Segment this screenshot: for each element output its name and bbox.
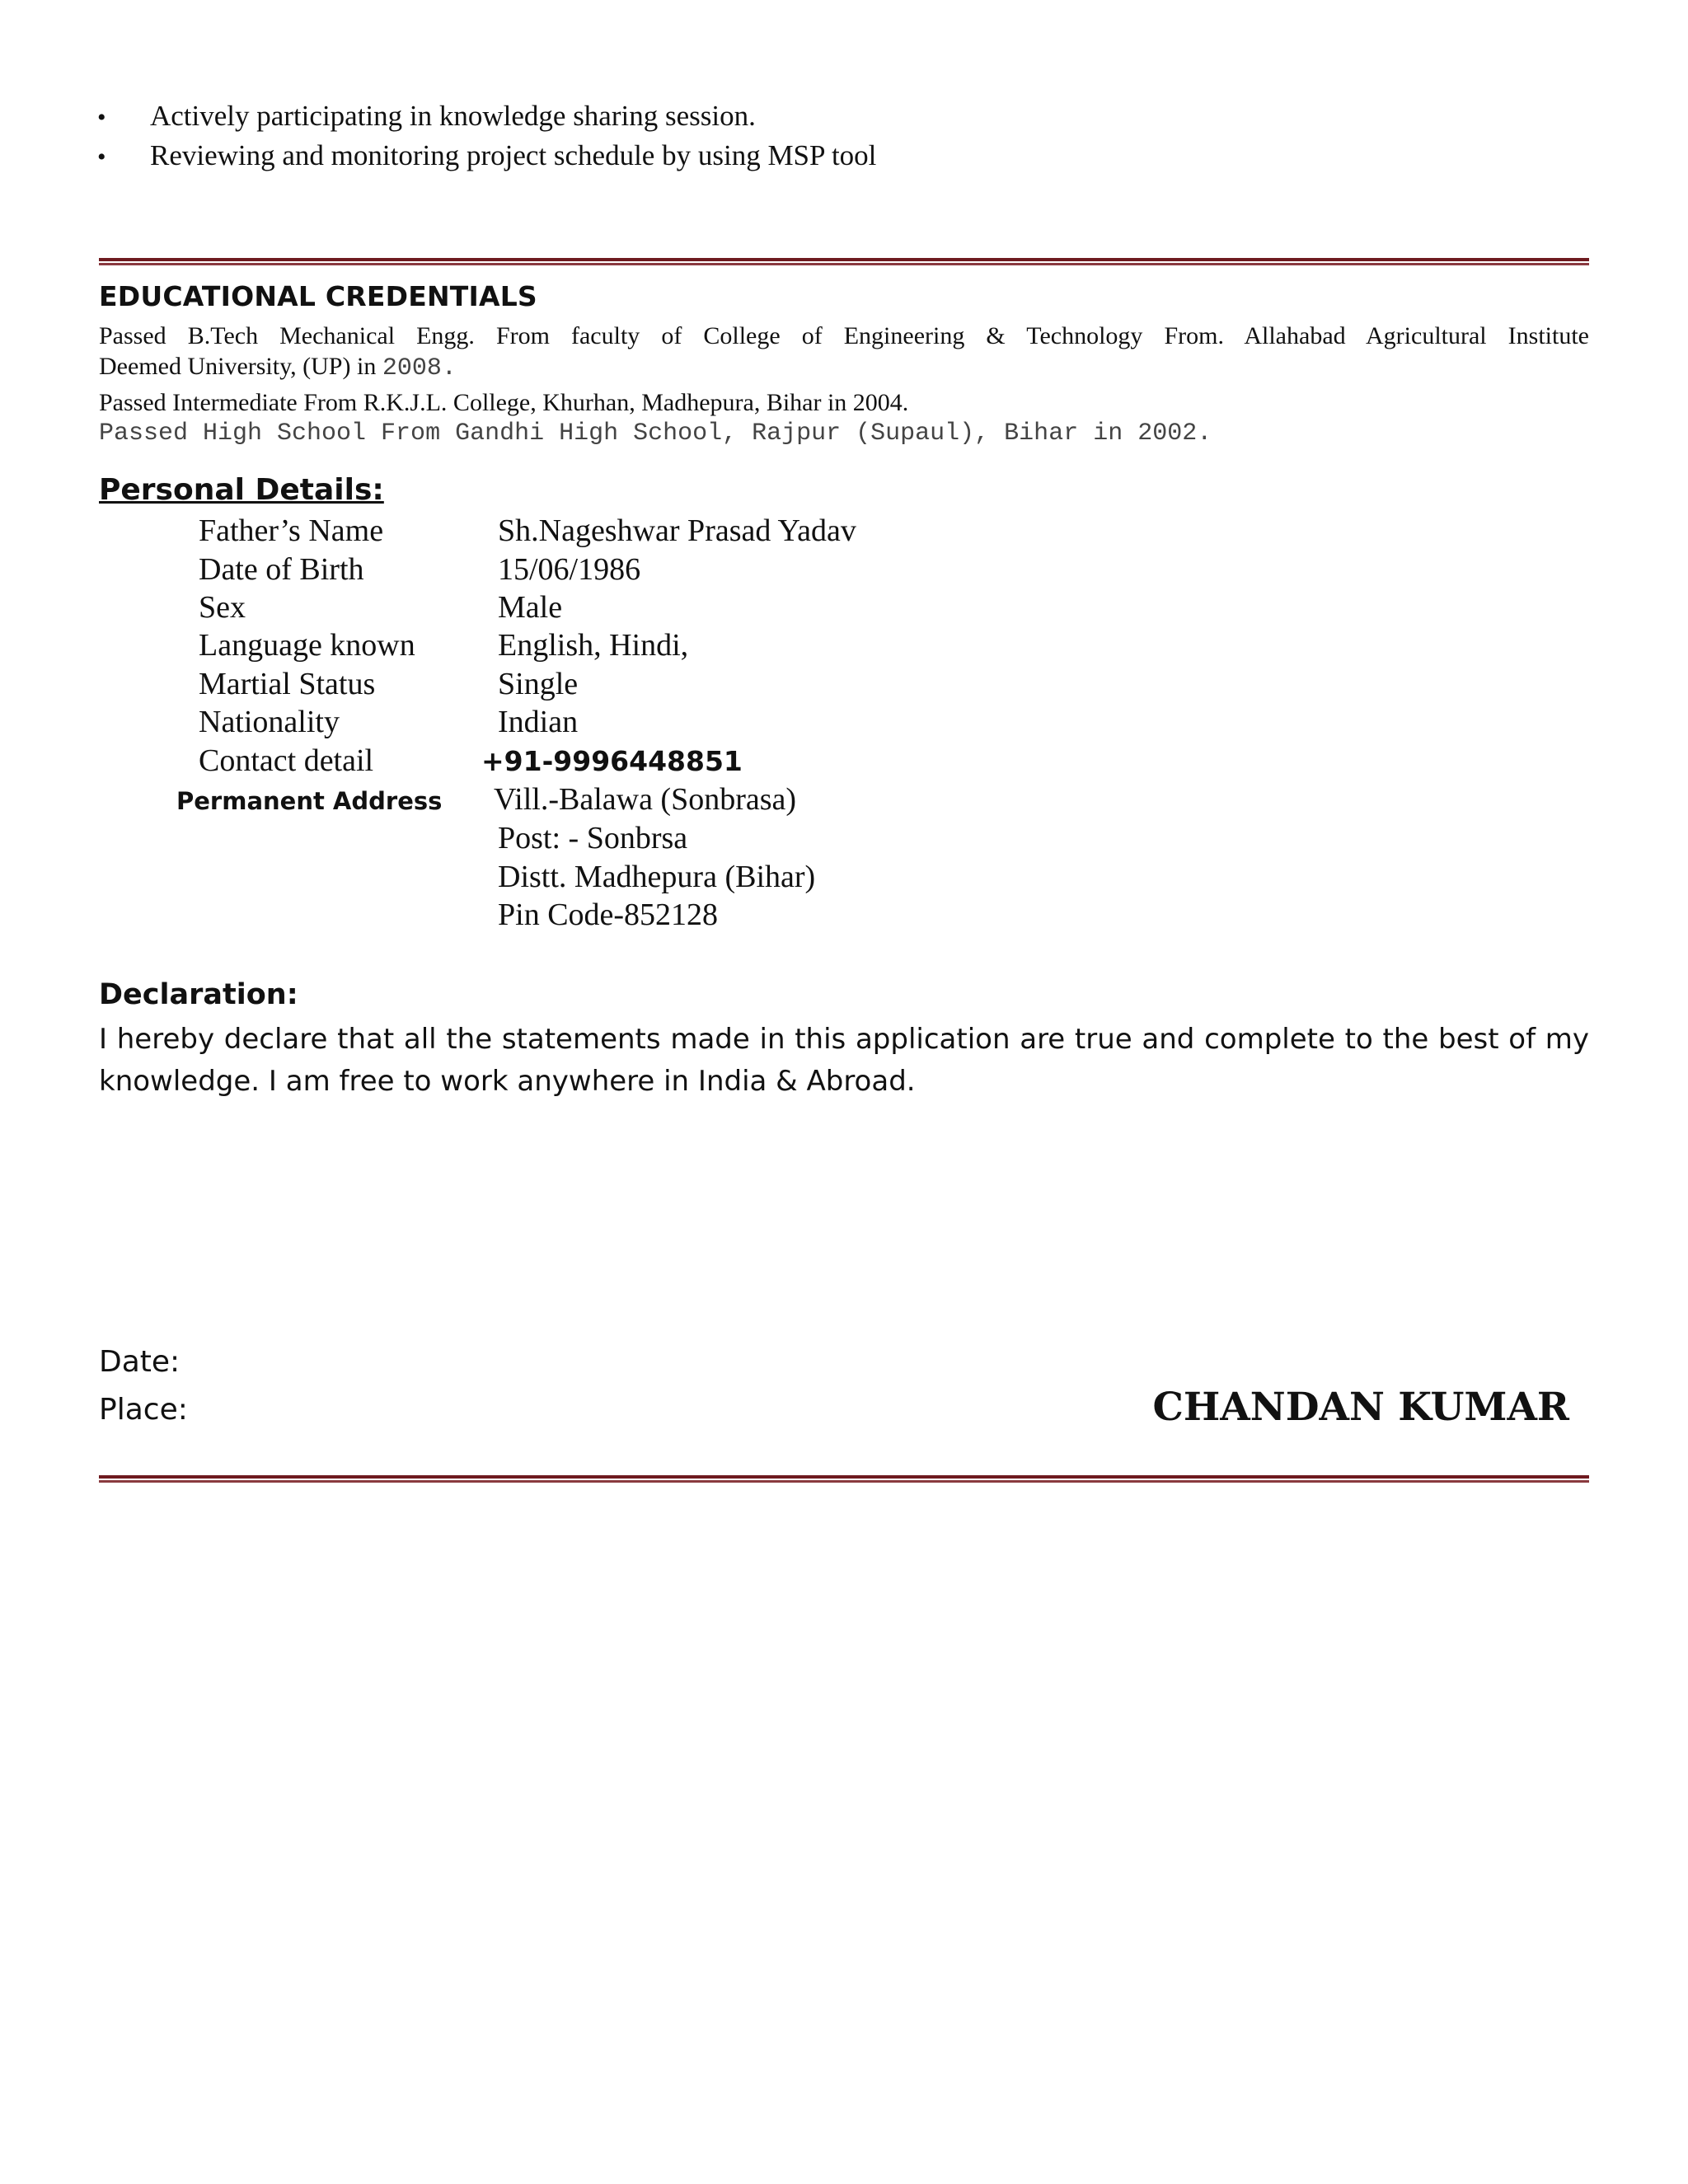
education-line-text: Deemed University, (UP) in [99,353,377,380]
field-label: Sex [199,590,246,625]
education-heading: EDUCATIONAL CREDENTIALS [99,280,537,312]
education-line: Passed B.Tech Mechanical Engg. From faculty of College of Engineering & Technology From. Allahabad Agricultural Institute [99,322,1589,349]
declaration-heading: Declaration: [99,978,298,1011]
field-label: Date of Birth [199,552,364,587]
education-line [99,353,1589,382]
section-divider [99,258,1589,265]
address-line: Post: - Sonbrsa [498,821,688,855]
declaration-text: I hereby declare that all the statements made in this application are true and complete to the best of my knowledge. I am free to work anywhere in India & Abroad. [99,1023,1589,1098]
field-label: Martial Status [199,667,376,701]
signature-name: CHANDAN KUMAR [1152,1385,1569,1430]
place-label: Place: [99,1393,188,1427]
field-label: Father’s Name [199,513,384,548]
responsibility-list [97,97,876,176]
section-divider [99,1475,1589,1483]
list-item-text: Reviewing and monitoring project schedule by using MSP tool [150,139,877,171]
field-label: Nationality [199,705,340,739]
bullet-icon: • [97,104,106,131]
address-label: Permanent Address [176,787,443,815]
field-value: Sh.Nageshwar Prasad Yadav [498,513,856,548]
list-item [97,137,876,176]
date-label: Date: [99,1345,181,1379]
personal-details-heading: Personal Details: [99,473,384,507]
list-item [97,97,876,137]
address-line: Vill.-Balawa (Sonbrasa) [494,782,797,817]
field-value: Male [498,590,563,625]
field-value: English, Hindi, [498,628,689,663]
field-value: 15/06/1986 [498,552,641,587]
education-line: Passed High School From Gandhi High School, Rajpur (Supaul), Bihar in 2002. [99,419,1212,448]
field-label: Language known [199,628,415,663]
field-value: Indian [498,705,579,739]
address-line: Distt. Madhepura (Bihar) [498,860,816,894]
field-label: Contact detail [199,743,374,778]
list-item-text: Actively participating in knowledge sharing session. [150,100,756,132]
contact-number: +91-9996448851 [481,745,743,777]
education-year: 2008. [382,354,457,382]
field-value: Single [498,667,579,701]
address-line: Pin Code-852128 [498,898,719,932]
education-line: Passed Intermediate From R.K.J.L. College, Khurhan, Madhepura, Bihar in 2004. [99,389,909,416]
bullet-icon: • [97,143,106,171]
